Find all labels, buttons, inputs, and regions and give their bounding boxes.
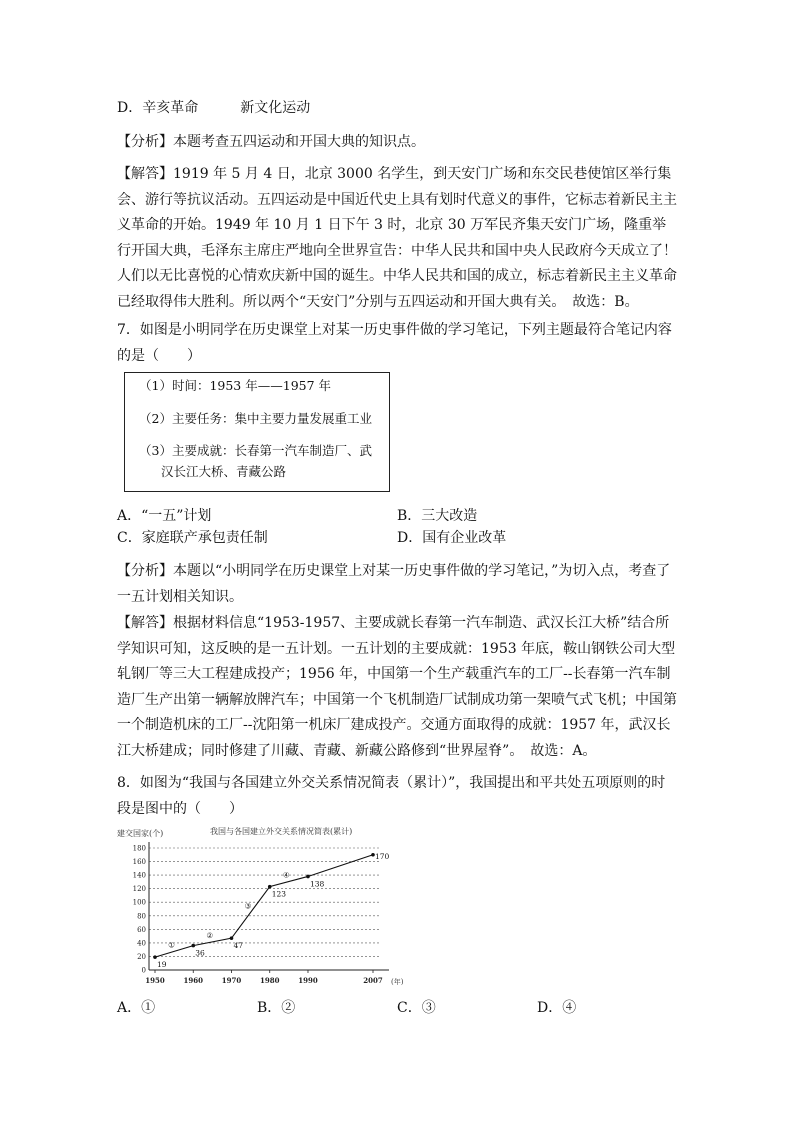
chart-segment-label: ④ [282,870,290,880]
q7-option-d: D．国有企业改革 [397,530,507,546]
q7-option-a: A．“一五”计划 [117,508,212,524]
chart-data-label: 170 [375,851,390,861]
chart-y-tick-label: 20 [137,952,146,961]
chart-data-point [306,875,310,879]
q8-option-a: A．① [117,1000,156,1016]
q7-answer: 【解答】根据材料信息“1953-1957、主要成就长春第一汽车制造、武汉长江大桥”结合所学知识可知，这反映的是一五计划。一五计划的主要成就：1953 年底，鞍山钢铁公司大型轧钢厂等三大工程建成投产；1956 年，中国第一个生产载重汽车的工厂--长春第一汽车制造厂生产出第一辆解放牌汽车；中国第一个飞机制造厂试制成功第一架喷气式飞机；中国第一个制造机床的工厂--沈阳第一机床厂建成投产。交通方面取得的成就：1957 年，武汉长江大桥建成；同时修建了川藏、青藏、新藏公路修到“世界屋脊”。 故选：A。 [117,615,677,759]
chart-title: 我国与各国建立外交关系情况简表(累计) [210,827,353,836]
chart-data-label: 123 [271,889,287,899]
chart-data-label: 47 [233,941,244,951]
q6-analysis: 【分析】本题考查五四运动和开国大典的知识点。 [117,134,425,150]
chart-x-tick-label: 1960 [183,976,203,985]
q6-option-d: D．辛亥革命 新文化运动 [117,100,311,116]
study-notes-box [124,372,390,492]
chart-x-tick-label: 1970 [221,976,242,985]
chart-segment-label: ① [168,940,175,950]
chart-y-tick-label: 60 [137,925,146,934]
chart-data-label: 138 [309,879,325,889]
note-achievements: （3）主要成就：长春第一汽车制造厂、武 [139,443,372,458]
chart-data-label: 19 [157,960,167,970]
chart-y-tick-label: 160 [132,858,146,867]
chart-y-tick-label: 40 [137,939,146,948]
diplomatic-relations-chart [117,824,407,992]
chart-data-point [191,944,195,948]
chart-data-label: 36 [195,948,205,958]
chart-y-tick-label: 80 [137,912,146,921]
chart-y-tick-label: 180 [132,844,146,853]
note-achievements-cont: 汉长江大桥、青藏公路 [161,464,287,479]
note-time: （1）时间：1953 年——1957 年 [139,378,332,393]
chart-y-tick-label: 140 [132,871,146,880]
chart-y-tick-label: 0 [141,966,146,975]
q6-answer: 【解答】1919 年 5 月 4 日，北京 3000 名学生，到天安门广场和东交民巷使馆区举行集会、游行等抗议活动。五四运动是中国近代史上具有划时代意义的事件，它标志着新民主主义革命的开始。1949 年 10 月 1 日下午 3 时，北京 30 万军民齐集天安门广场，隆重举行开国大典，毛泽东主席庄严地向全世界宣告：中华人民共和国中央人民政府今天成立了！人们以无比喜悦的心情欢庆新中国的诞生。中华人民共和国的成立，标志着新民主主义革命已经取得伟大胜利。所以两个“天安门”分别与五四运动和开国大典有关。 故选：B。 [117,166,677,310]
chart-segment-label: ② [206,930,214,940]
q7-option-b: B．三大改造 [397,508,478,524]
q7-analysis: 【分析】本题以“小明同学在历史课堂上对某一历史事件做的学习笔记，”为切入点，考查了一五计划相关知识。 [117,563,671,605]
chart-data-point [230,936,234,940]
chart-y-tick-label: 100 [132,898,146,907]
chart-y-tick-label: 120 [132,885,146,894]
chart-x-tick-label: 1980 [259,976,280,985]
chart-x-tick-label: 1950 [145,976,165,985]
chart-data-point [153,955,157,959]
q8-option-d: D．④ [537,1000,577,1016]
q8-option-b: B．② [257,1000,296,1016]
chart-segment-label: ③ [244,901,252,911]
chart-x-tick-label: 2007 [363,976,383,985]
q7-option-c: C．家庭联产承包责任制 [117,530,268,546]
chart-x-axis-label: (年) [391,978,404,986]
chart-y-axis-label: 建交国家(个) [117,829,164,838]
q7-stem: 7．如图是小明同学在历史课堂上对某一历史事件做的学习笔记，下列主题最符合笔记内容的是（ ） [117,322,672,364]
chart-x-tick-label: 1990 [298,976,318,985]
q8-stem: 8．如图为“我国与各国建立外交关系情况简表（累计）”，我国提出和平共处五项原则的时段是图中的（ ） [117,775,666,817]
q8-option-c: C．③ [397,1000,436,1016]
chart-data-point [268,885,272,889]
note-task: （2）主要任务：集中主要力量发展重工业 [139,411,372,426]
chart-series-line [155,855,373,957]
